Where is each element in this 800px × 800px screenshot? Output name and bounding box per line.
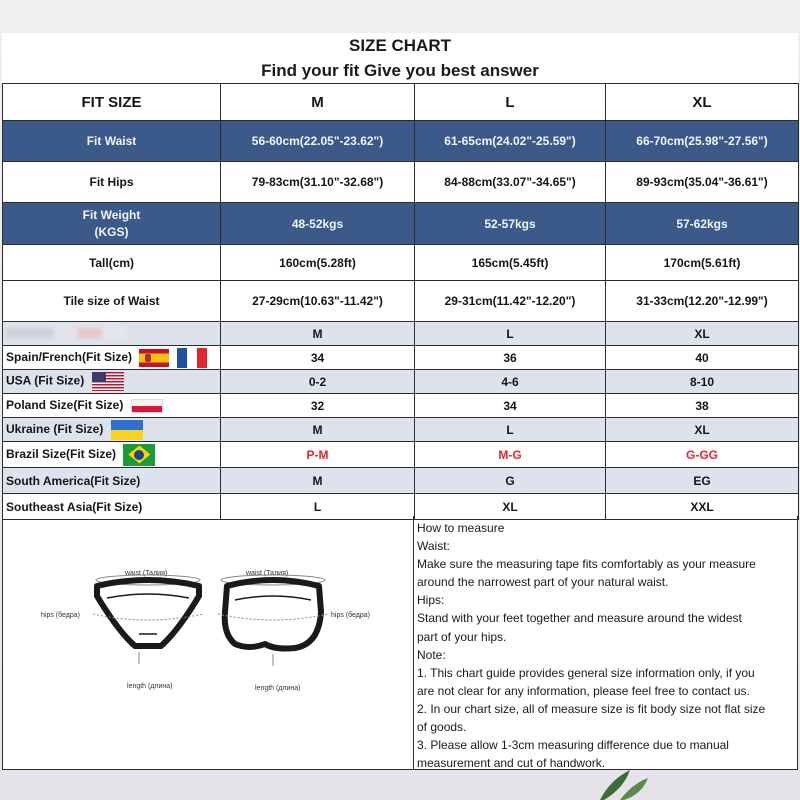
region2-xl: 8-10 [606,370,799,394]
region-row-usa [3,370,799,394]
fit-waist-label: Fit Waist [3,121,221,162]
ukraine-flag-icon [111,420,143,440]
region-row-blurred [3,322,799,346]
note-line: 2. In our chart size, all of measure size is fit body size not flat size [417,701,766,716]
region-label-blurred [3,322,221,346]
tile-waist-l: 29-31cm(11.42"-12.20") [415,281,606,322]
region0-m: M [221,322,415,346]
tall-l: 165cm(5.45ft) [415,245,606,281]
region-label-usa [3,370,221,394]
measure-diagram [2,516,414,770]
tall-m: 160cm(5.28ft) [221,245,415,281]
note-line: around the narrowest part of your natural waist. [417,575,669,590]
brazil-flag-icon [123,444,155,466]
region-row-south-america [3,468,799,494]
region-label-spain-french [3,346,221,370]
briefs-front-icon [93,575,203,664]
region-label-ukraine [3,418,221,442]
header-size-m: M [221,84,415,121]
fit-hips-xl: 89-93cm(35.04"-36.61") [606,162,799,203]
fit-weight-label-line2: (KGS) [94,224,129,239]
note-line: Make sure the measuring tape fits comfortably as your measure [417,557,756,572]
tile-waist-xl: 31-33cm(12.20"-12.99") [606,281,799,322]
header-size-l: L [415,84,606,121]
poland-flag-icon [131,399,163,413]
tall-label: Tall(cm) [3,245,221,281]
briefs-diagram-svg [3,516,413,768]
size-table [2,83,799,520]
region4-m: M [221,418,415,442]
tall-xl: 170cm(5.61ft) [606,245,799,281]
region3-l: 34 [415,394,606,418]
chart-subtitle: Find your fit Give you best answer [261,61,539,80]
tile-waist-row [3,281,799,322]
region3-xl: 38 [606,394,799,418]
fit-waist-m: 56-60cm(22.05"-23.62") [221,121,415,162]
briefs-back-icon [218,575,328,666]
note-line: Waist: [417,539,450,554]
header-row [3,84,799,121]
leaf-decoration-icon [590,766,650,800]
region-label-poland [3,394,221,418]
diagram-waist-label-right: waist (Талия) [246,570,289,577]
region-row-brazil [3,442,799,468]
note-line: How to measure [417,521,505,535]
spain-french-label: Spain/French(Fit Size) [6,349,133,364]
tall-row [3,245,799,281]
spain-flag-icon [139,349,169,367]
diagram-hips-label-right: hips (бедра) [331,612,370,619]
fit-hips-row [3,162,799,203]
note-line: Note: [417,647,446,662]
blurred-region-label [6,328,126,338]
france-flag-icon [177,348,207,368]
note-line: measurement and cut of handwork. [417,756,606,771]
note-line: are not clear for any information, please feel free to contact us. [417,683,750,698]
note-line: Hips: [417,593,445,608]
note-line: part of your hips. [417,629,507,644]
region6-xl: EG [606,468,799,494]
fit-hips-label: Fit Hips [3,162,221,203]
southeast-asia-label: Southeast Asia(Fit Size) [3,494,221,520]
fit-hips-m: 79-83cm(31.10"-32.68") [221,162,415,203]
region1-m: 34 [221,346,415,370]
region2-l: 4-6 [415,370,606,394]
chart-title: SIZE CHART [349,36,451,55]
note-line: of goods. [417,720,467,735]
title-block [2,33,798,83]
bottom-section [2,516,798,770]
region6-m: M [221,468,415,494]
tile-waist-m: 27-29cm(10.63"-11.42") [221,281,415,322]
fit-weight-label [3,203,221,245]
usa-flag-icon [92,372,124,391]
region7-l: XL [415,494,606,520]
region5-l: M-G [415,442,606,468]
diagram-waist-label-left: waist (Талия) [125,570,168,577]
header-size-xl: XL [606,84,799,121]
region-label-brazil [3,442,221,468]
south-america-label: South America(Fit Size) [3,468,221,494]
region-row-poland [3,394,799,418]
fit-hips-l: 84-88cm(33.07"-34.65") [415,162,606,203]
fit-weight-label-line1: Fit Weight [82,207,141,222]
fit-waist-row [3,121,799,162]
note-line: Stand with your feet together and measure around the widest [417,611,742,626]
region4-l: L [415,418,606,442]
region1-xl: 40 [606,346,799,370]
diagram-length-label-right: length (длина) [255,685,301,692]
ukraine-label: Ukraine (Fit Size) [6,421,104,436]
how-to-measure-notes [414,516,798,770]
region3-m: 32 [221,394,415,418]
region0-l: L [415,322,606,346]
fit-weight-l: 52-57kgs [415,203,606,245]
usa-label: USA (Fit Size) [6,373,85,388]
note-line: 3. Please allow 1-3cm measuring difference due to manual [417,738,729,753]
fit-waist-l: 61-65cm(24.02"-25.59") [415,121,606,162]
note-line: 1. This chart guide provides general size information only, if you [417,665,755,680]
region-row-spain-french [3,346,799,370]
region5-xl: G-GG [606,442,799,468]
region6-l: G [415,468,606,494]
poland-label: Poland Size(Fit Size) [6,398,124,413]
region4-xl: XL [606,418,799,442]
fit-waist-xl: 66-70cm(25.98"-27.56") [606,121,799,162]
brazil-label: Brazil Size(Fit Size) [6,446,117,461]
size-chart-sheet [2,33,798,770]
diagram-length-label-left: length (длина) [127,683,173,690]
diagram-hips-label-left: hips (бедра) [41,612,80,619]
region7-m: L [221,494,415,520]
header-fit-size: FIT SIZE [3,84,221,121]
region1-l: 36 [415,346,606,370]
region5-m: P-M [221,442,415,468]
tile-waist-label: Tile size of Waist [3,281,221,322]
region7-xl: XXL [606,494,799,520]
fit-weight-row [3,203,799,245]
fit-weight-m: 48-52kgs [221,203,415,245]
fit-weight-xl: 57-62kgs [606,203,799,245]
region0-xl: XL [606,322,799,346]
region-row-ukraine [3,418,799,442]
region2-m: 0-2 [221,370,415,394]
